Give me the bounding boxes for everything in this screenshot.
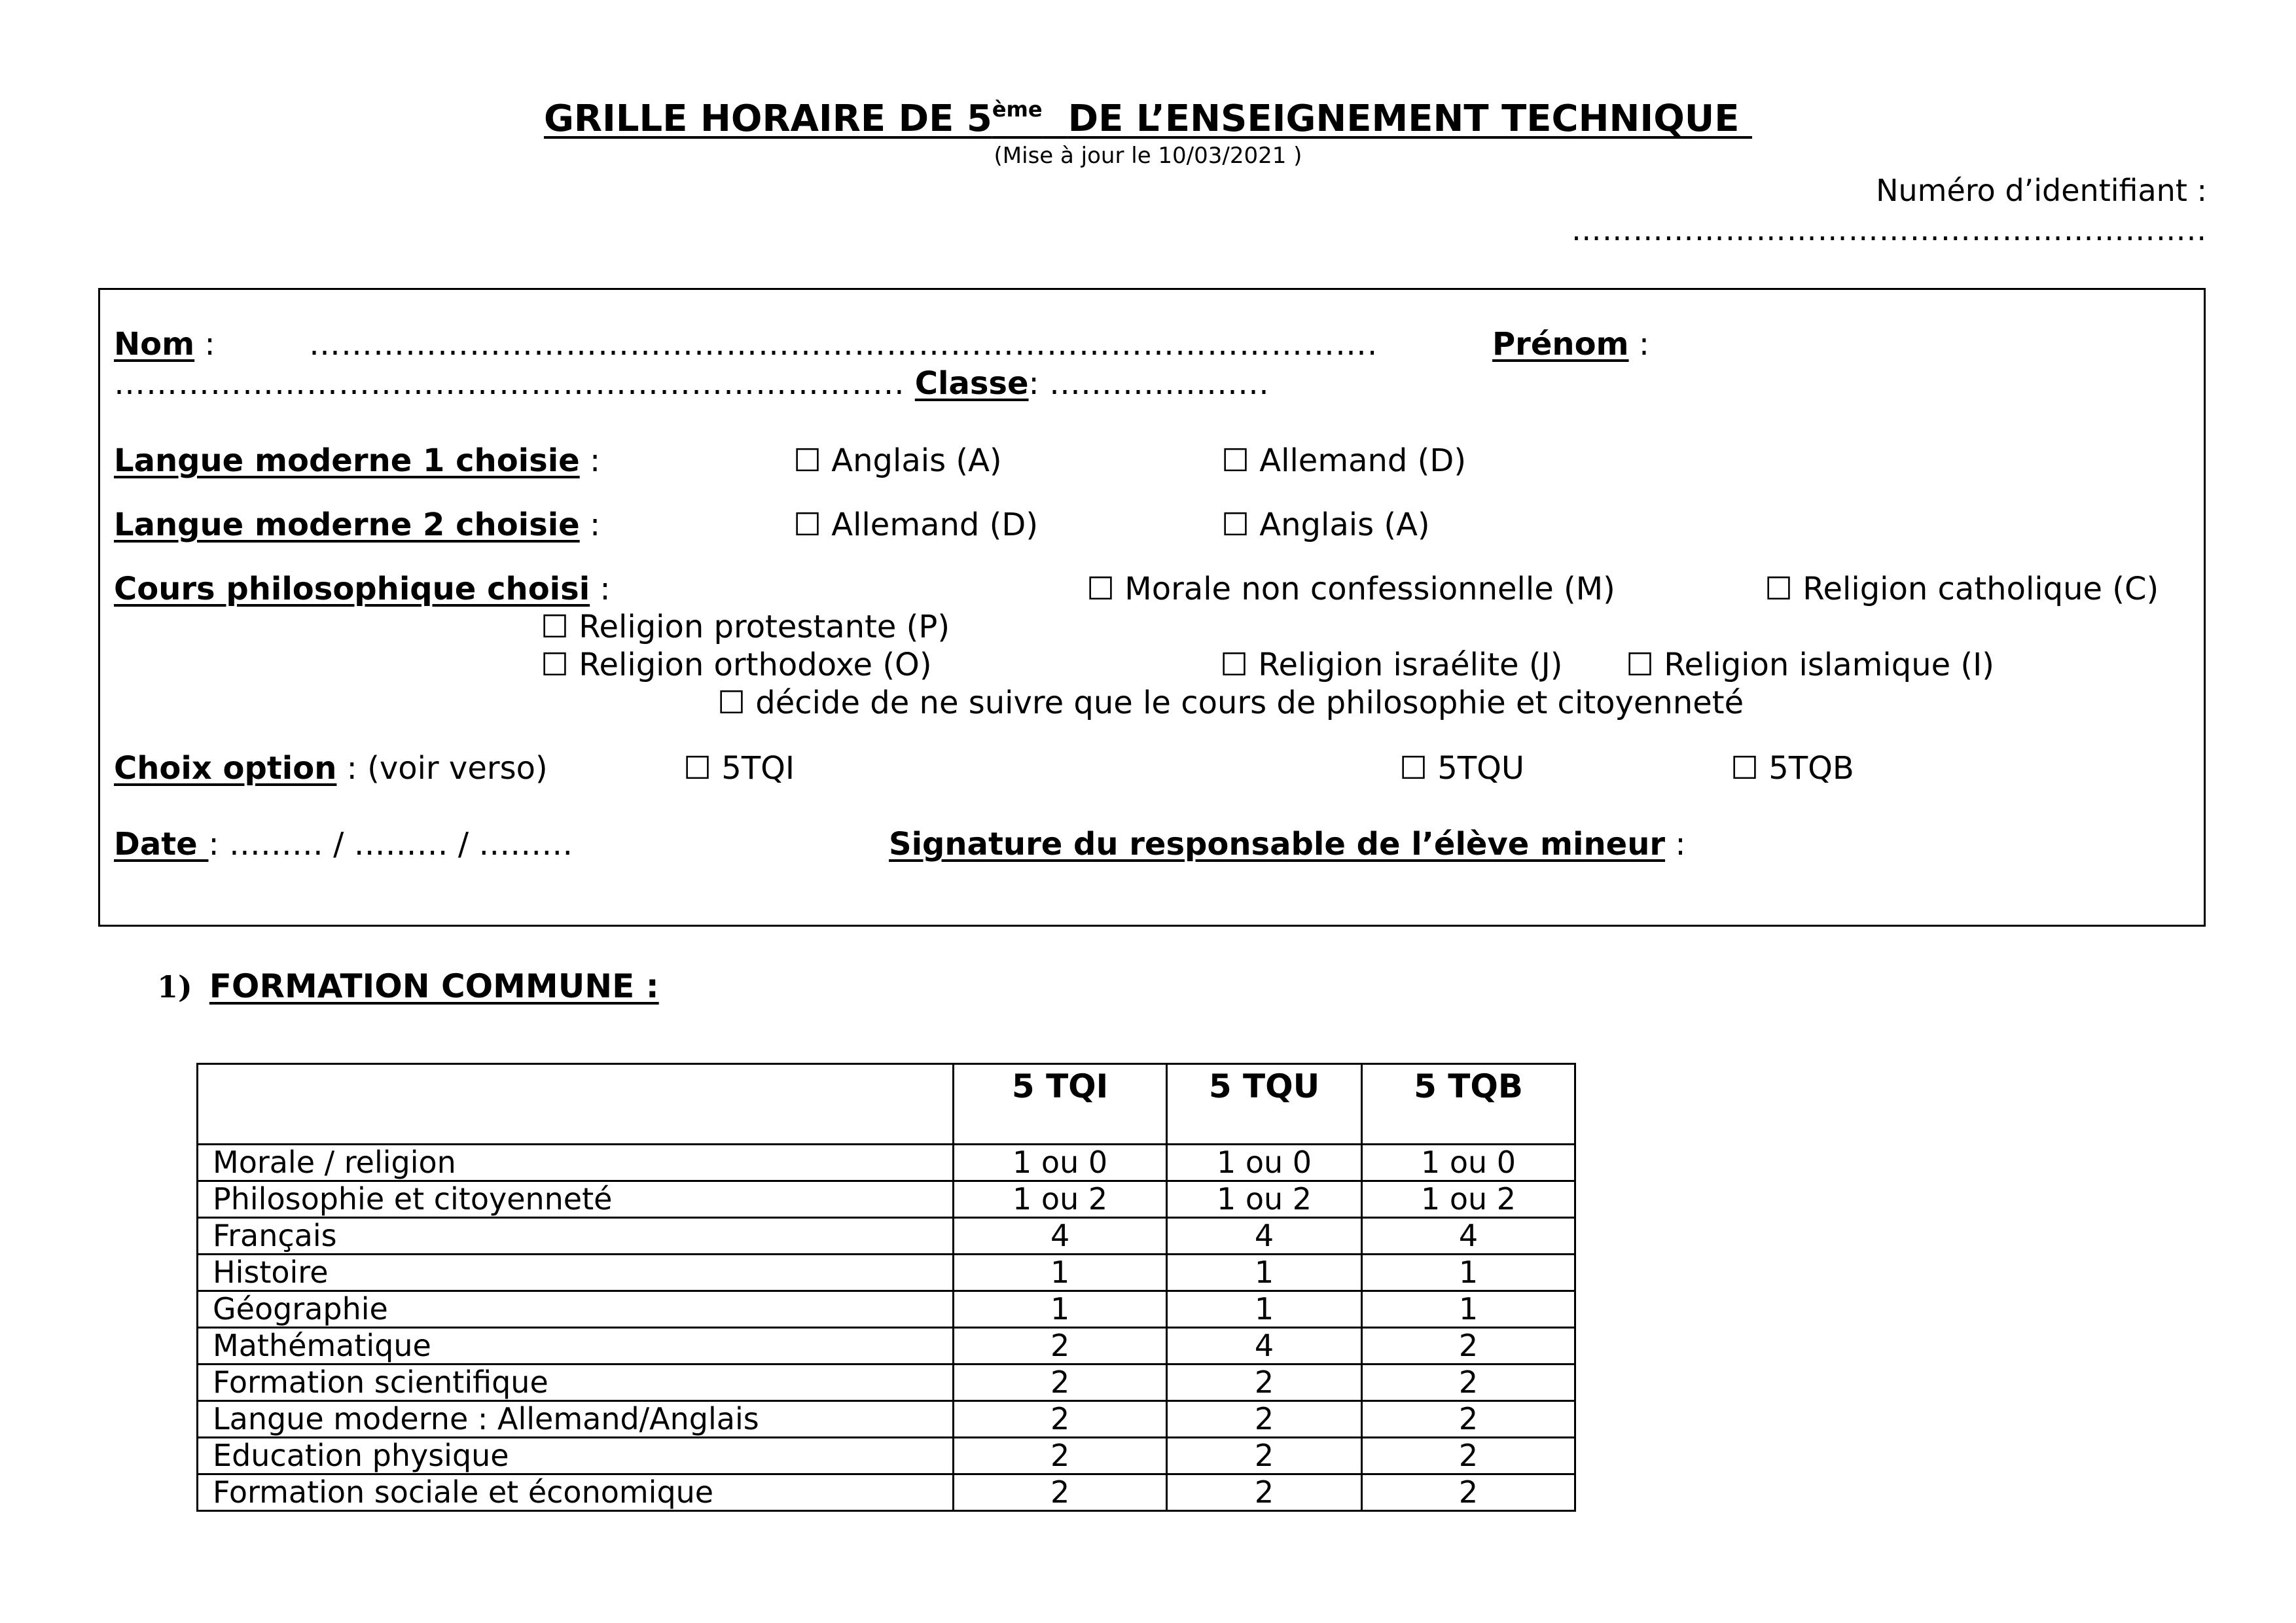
option-checkbox-5tqu[interactable]: ☐ 5TQU (1399, 750, 1525, 787)
hours-cell: 2 (1167, 1401, 1362, 1438)
subject-cell: Géographie (198, 1291, 954, 1328)
hours-cell: 2 (954, 1328, 1167, 1364)
hours-cell: 2 (1362, 1474, 1575, 1511)
update-note: (Mise à jour le 10/03/2021 ) (994, 143, 1302, 169)
hours-cell: 1 ou 2 (1362, 1181, 1575, 1218)
nom-row (114, 326, 215, 363)
subject-cell: Formation scientifique (198, 1364, 954, 1401)
philo-colon: : (600, 571, 611, 607)
date-label: Date (114, 826, 209, 863)
subject-cell: Formation sociale et économique (198, 1474, 954, 1511)
philo-checkbox-orthodoxe[interactable]: ☐ Religion orthodoxe (O) (541, 647, 932, 683)
hours-cell: 2 (954, 1401, 1167, 1438)
hours-cell: 2 (1362, 1364, 1575, 1401)
option-row (114, 750, 548, 787)
prenom-field[interactable]: ……………………………………………………………….. (114, 365, 905, 402)
subject-cell: Morale / religion (198, 1145, 954, 1181)
prenom-row (1492, 326, 1649, 363)
nom-label: Nom (114, 326, 195, 363)
header-subject (198, 1064, 954, 1145)
subject-cell: Philosophie et citoyenneté (198, 1181, 954, 1218)
classe-field[interactable]: : ………………… (1028, 365, 1269, 402)
hours-cell: 2 (1167, 1364, 1362, 1401)
page-title (0, 97, 2296, 140)
table-header-row (198, 1064, 1575, 1145)
table-row (198, 1328, 1575, 1364)
lm1-colon: : (589, 442, 601, 479)
philo-checkbox-israelite[interactable]: ☐ Religion israélite (J) (1220, 647, 1563, 683)
lm1-checkbox-anglais[interactable]: ☐ Anglais (A) (793, 442, 1002, 479)
table-row (198, 1218, 1575, 1255)
header-5tqb: 5 TQB (1362, 1064, 1575, 1145)
hours-cell: 1 (1362, 1291, 1575, 1328)
subject-cell: Mathématique (198, 1328, 954, 1364)
philo-checkbox-citoyennete[interactable]: ☐ décide de ne suivre que le cours de philosophie et citoyenneté (717, 685, 1744, 721)
hours-cell: 2 (1167, 1438, 1362, 1474)
hours-cell: 4 (954, 1218, 1167, 1255)
lm2-label: Langue moderne 2 choisie (114, 507, 580, 543)
lm1-row (114, 442, 600, 479)
hours-cell: 4 (1167, 1218, 1362, 1255)
table-row (198, 1438, 1575, 1474)
subject-cell: Français (198, 1218, 954, 1255)
date-row (114, 826, 573, 863)
table-row (198, 1145, 1575, 1181)
hours-table (196, 1063, 1576, 1512)
hours-cell: 1 (1167, 1255, 1362, 1291)
table-row (198, 1474, 1575, 1511)
hours-cell: 2 (954, 1438, 1167, 1474)
hours-cell: 4 (1362, 1218, 1575, 1255)
identifier-label: Numéro d’identifiant : (1876, 173, 2207, 208)
lm2-row (114, 507, 600, 543)
hours-cell: 1 ou 2 (1167, 1181, 1362, 1218)
identifier-field[interactable]: …………………………………………………….. (1571, 212, 2207, 247)
hours-cell: 1 ou 0 (954, 1145, 1167, 1181)
date-field[interactable]: : ……… / ……… / ……… (208, 826, 573, 863)
option-suffix: : (voir verso) (346, 750, 548, 787)
hours-cell: 2 (954, 1474, 1167, 1511)
hours-cell: 1 ou 0 (1167, 1145, 1362, 1181)
option-checkbox-5tqb[interactable]: ☐ 5TQB (1731, 750, 1854, 787)
hours-cell: 1 ou 0 (1362, 1145, 1575, 1181)
lm2-checkbox-allemand[interactable]: ☐ Allemand (D) (793, 507, 1039, 543)
lm1-checkbox-allemand[interactable]: ☐ Allemand (D) (1221, 442, 1467, 479)
subject-cell: Histoire (198, 1255, 954, 1291)
hours-cell: 2 (1167, 1474, 1362, 1511)
lm1-label: Langue moderne 1 choisie (114, 442, 580, 479)
philo-checkbox-morale[interactable]: ☐ Morale non confessionnelle (M) (1086, 571, 1615, 607)
table-row (198, 1255, 1575, 1291)
prenom-label: Prénom (1492, 326, 1629, 363)
signature-row (889, 826, 1686, 863)
hours-cell: 1 ou 2 (954, 1181, 1167, 1218)
philo-checkbox-protestante[interactable]: ☐ Religion protestante (P) (541, 609, 950, 645)
section-number: 1) (157, 969, 192, 1005)
lm2-colon: : (589, 507, 601, 543)
philo-row (114, 571, 611, 607)
table-row (198, 1401, 1575, 1438)
table-row (198, 1364, 1575, 1401)
lm2-checkbox-anglais[interactable]: ☐ Anglais (A) (1221, 507, 1430, 543)
hours-cell: 1 (954, 1291, 1167, 1328)
philo-checkbox-catholique[interactable]: ☐ Religion catholique (C) (1765, 571, 2159, 607)
hours-cell: 1 (1167, 1291, 1362, 1328)
title-superscript: ème (992, 97, 1043, 122)
signature-label: Signature du responsable de l’élève mineur (889, 826, 1666, 863)
hours-cell: 2 (954, 1364, 1167, 1401)
header-5tqi: 5 TQI (954, 1064, 1167, 1145)
classe-row (114, 365, 1269, 402)
table-row (198, 1181, 1575, 1218)
hours-cell: 2 (1362, 1438, 1575, 1474)
prenom-colon: : (1638, 326, 1650, 363)
nom-colon: : (204, 326, 215, 363)
section-title: FORMATION COMMUNE : (209, 967, 659, 1005)
hours-cell: 2 (1362, 1401, 1575, 1438)
subject-cell: Langue moderne : Allemand/Anglais (198, 1401, 954, 1438)
option-label: Choix option (114, 750, 337, 787)
philo-label: Cours philosophique choisi (114, 571, 590, 607)
section-heading (157, 967, 659, 1005)
signature-colon: : (1675, 826, 1686, 863)
hours-cell: 4 (1167, 1328, 1362, 1364)
title-rest: DE L’ENSEIGNEMENT TECHNIQUE (1067, 98, 1740, 140)
option-checkbox-5tqi[interactable]: ☐ 5TQI (683, 750, 795, 787)
classe-label: Classe (914, 365, 1029, 402)
hours-cell: 1 (1362, 1255, 1575, 1291)
hours-cell: 1 (954, 1255, 1167, 1291)
subject-cell: Education physique (198, 1438, 954, 1474)
hours-cell: 2 (1362, 1328, 1575, 1364)
header-5tqu: 5 TQU (1167, 1064, 1362, 1145)
table-row (198, 1291, 1575, 1328)
philo-checkbox-islamique[interactable]: ☐ Religion islamique (I) (1626, 647, 1995, 683)
title-main: GRILLE HORAIRE DE 5 (543, 98, 992, 140)
nom-field[interactable]: ………………………………………………………………………………………. (309, 326, 1378, 363)
